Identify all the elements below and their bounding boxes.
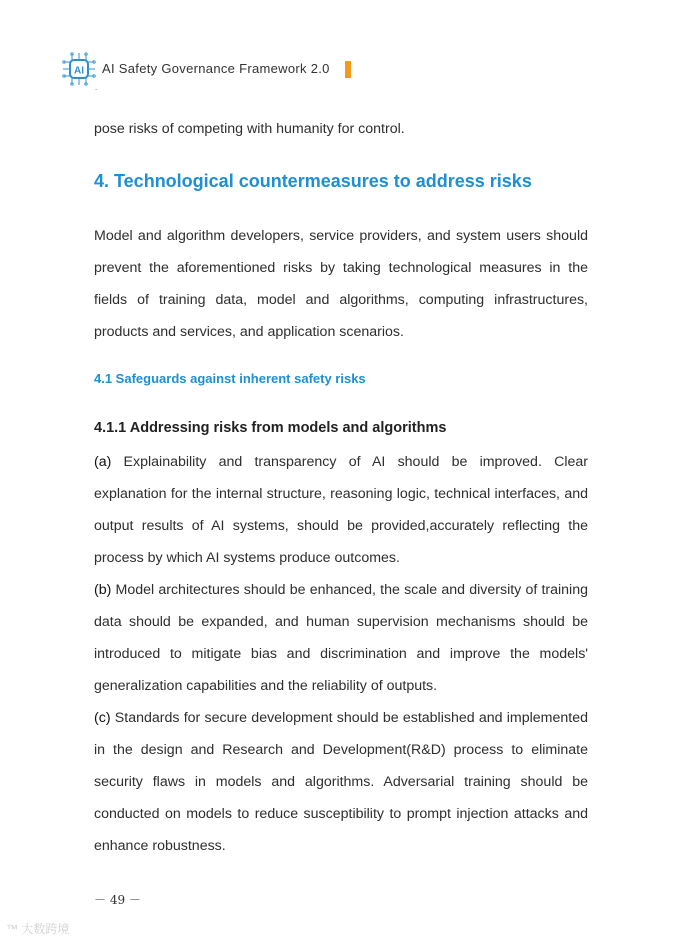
section-heading: 4. Technological countermeasures to address risks xyxy=(94,171,532,191)
ai-chip-logo-icon xyxy=(62,52,96,86)
list-item-c xyxy=(94,702,588,862)
section-paragraph: Model and algorithm developers, service providers, and system users should prevent the aforementioned risks by taking technological measures in the fields of training data, model and algorithms, computing infrastructures, products and services, and application scenarios. xyxy=(94,228,588,340)
header-title: AI Safety Governance Framework 2.0 xyxy=(102,61,330,76)
watermark: ™ 大数跨境 xyxy=(6,922,70,936)
subsubsection-heading: 4.1.1 Addressing risks from models and algorithms xyxy=(94,420,447,436)
header-accent-bar xyxy=(345,61,351,78)
item-marker: (a) xyxy=(94,454,112,470)
logo-text: AI xyxy=(74,65,84,77)
subsection-heading: 4.1 Safeguards against inherent safety risks xyxy=(94,371,366,386)
section-paragraph-block xyxy=(94,220,588,348)
item-text: Explainability and transparency of AI should be improved. Clear explanation for the internal structure, reasoning logic, technical interfaces, and output results of AI systems, should be provided,accurately reflecting the process by which AI systems produce outcomes. xyxy=(94,454,588,566)
item-marker: (b) xyxy=(94,582,112,598)
item-marker: (c) xyxy=(94,710,111,726)
list-item-b xyxy=(94,574,588,702)
intro-line: pose risks of competing with humanity for control. xyxy=(94,121,405,137)
item-text: Standards for secure development should be established and implemented in the design and Research and Development(R&D) process to eliminate security flaws in models and algorithms. Adversarial training should be conducted on models to reduce susceptibility to prompt injection attacks and enhance robustness. xyxy=(94,710,588,854)
intro-block xyxy=(94,113,588,145)
header-dot: . xyxy=(95,83,98,92)
list-item-a xyxy=(94,446,588,574)
items-block xyxy=(94,446,588,862)
page-number: － 49 － xyxy=(94,893,141,907)
document-header xyxy=(62,52,382,92)
item-text: Model architectures should be enhanced, the scale and diversity of training data should be expanded, and human supervision mechanisms should be introduced to mitigate bias and discrimination and improve the models' generalization capabilities and the reliability of outputs. xyxy=(94,582,588,694)
